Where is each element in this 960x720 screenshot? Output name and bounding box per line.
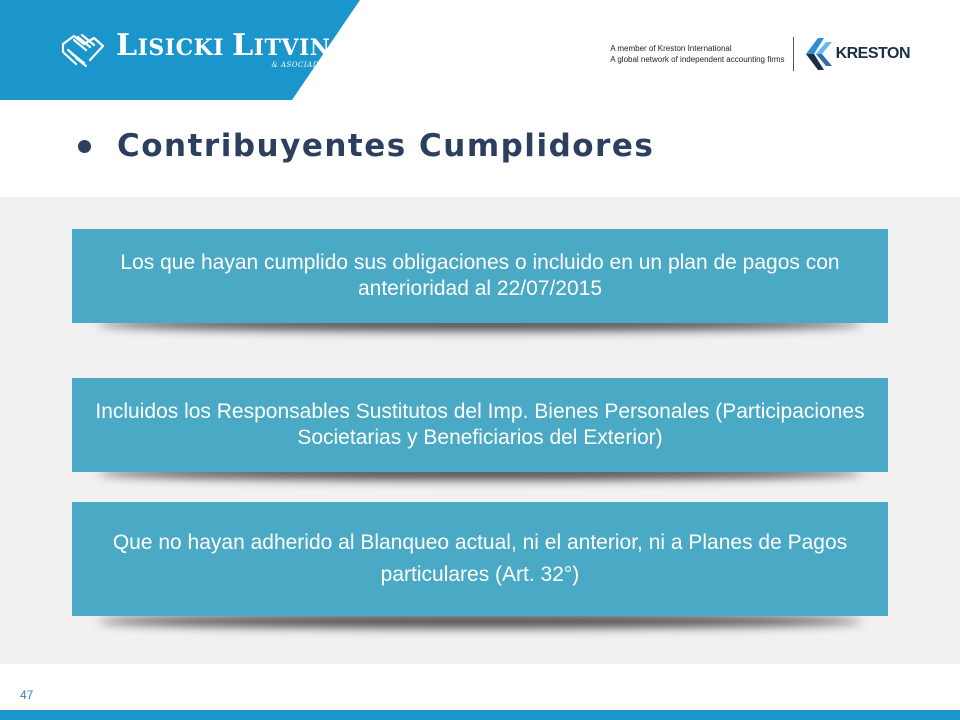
text-box-1-text: Los que hayan cumplido sus obligaciones o incluido en un plan de pagos con anterioridad al 22/07/2015 <box>120 251 840 300</box>
text-box-1 <box>72 229 888 323</box>
company-subtitle: & ASOCIADOS <box>271 61 331 69</box>
kreston-tagline <box>610 43 784 65</box>
kreston-network-logo <box>610 34 910 74</box>
text-box-2-text: Incluidos los Responsables Sustitutos del Imp. Bienes Personales (Participaciones Societarias y Beneficiarios del Exterior) <box>95 400 865 449</box>
text-box-2-wrap <box>72 378 888 472</box>
company-logo <box>60 28 330 72</box>
bottom-bar <box>0 710 960 720</box>
company-name-part-2: ITVIN <box>253 35 331 61</box>
text-box-3-text: Que no hayan adherido al Blanqueo actual, ni el anterior, ni a Planes de Pagos particulares (Art. 32°) <box>112 531 848 586</box>
kreston-separator <box>793 37 794 71</box>
company-name <box>116 28 331 63</box>
text-box-3-wrap <box>72 502 888 616</box>
kreston-line-2: A global network of independent accounting firms <box>610 55 785 64</box>
company-name-part-1: ISICKI <box>137 35 233 61</box>
slide-title: Contribuyentes Cumplidores <box>117 128 655 164</box>
text-box-2 <box>72 378 888 472</box>
text-box-1-wrap <box>72 229 888 323</box>
bullet-icon <box>78 140 91 153</box>
company-name-initial-2: L <box>232 28 254 63</box>
kreston-k-icon <box>802 34 834 74</box>
kreston-line-1: A member of Kreston International <box>610 44 732 53</box>
handshake-icon <box>60 30 106 70</box>
text-box-3 <box>72 502 888 616</box>
slide-heading <box>78 128 654 164</box>
company-logo-text <box>116 28 331 69</box>
text-box-3-shadow <box>98 614 862 628</box>
kreston-wordmark: KRESTON <box>835 45 910 62</box>
page-number: 47 <box>20 688 34 702</box>
company-name-initial-1: L <box>116 28 138 63</box>
